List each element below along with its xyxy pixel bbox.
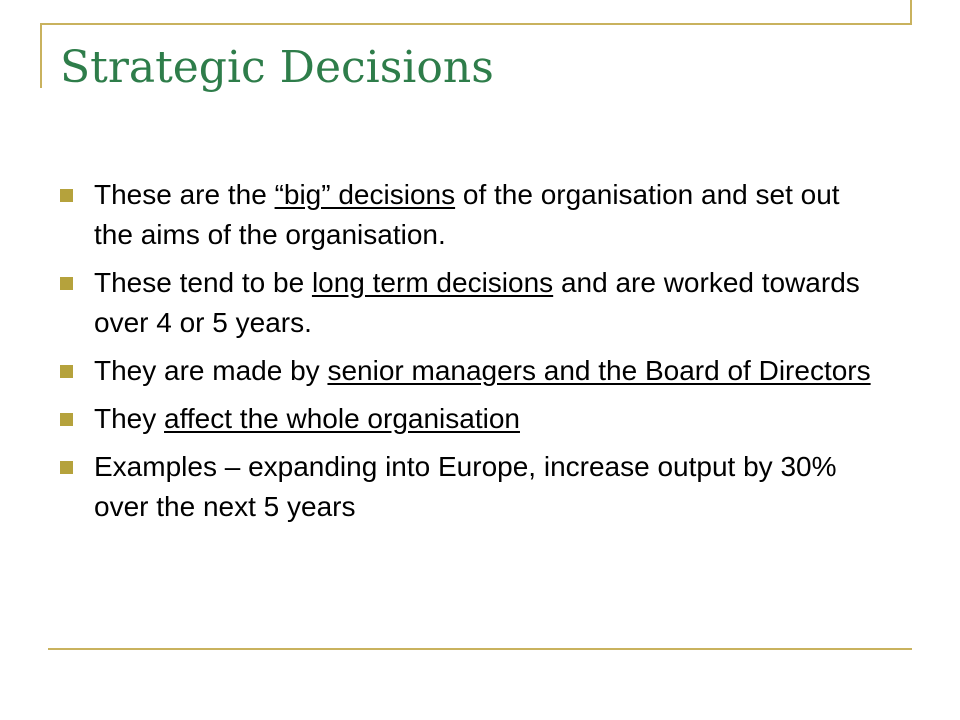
square-bullet-icon [60, 461, 73, 474]
square-bullet-icon [60, 189, 73, 202]
bullet-text: and are worked towards over 4 or 5 years. [94, 267, 860, 338]
bullet-text: Examples – expanding into Europe, increase output by 30% over the next 5 years [94, 451, 837, 522]
bullet-underlined-text: affect the whole organisation [164, 403, 520, 434]
bullet-text: These tend to be [94, 267, 312, 298]
bullet-item [60, 399, 880, 439]
bullet-text: They [94, 403, 165, 434]
frame-top-line [40, 23, 912, 25]
bullet-text: These are the [94, 179, 275, 210]
bullet-underlined-text: “big” decisions [274, 179, 456, 210]
square-bullet-icon [60, 365, 73, 378]
bullet-text: They are made by [94, 355, 328, 386]
bullet-underlined-text: senior managers and the Board of Directors [327, 355, 871, 386]
bullet-item [60, 175, 880, 255]
bullet-list [60, 175, 880, 535]
bullet-item [60, 351, 880, 391]
frame-right-line [910, 0, 912, 25]
frame-bottom-line [48, 648, 912, 650]
bullet-item [60, 447, 880, 527]
slide-title: Strategic Decisions [60, 42, 494, 93]
square-bullet-icon [60, 413, 73, 426]
bullet-underlined-text: long term decisions [311, 267, 554, 298]
bullet-item [60, 263, 880, 343]
frame-left-line [40, 23, 42, 88]
square-bullet-icon [60, 277, 73, 290]
bullet-text: of the organisation and set out the aims of the organisation. [94, 179, 840, 250]
